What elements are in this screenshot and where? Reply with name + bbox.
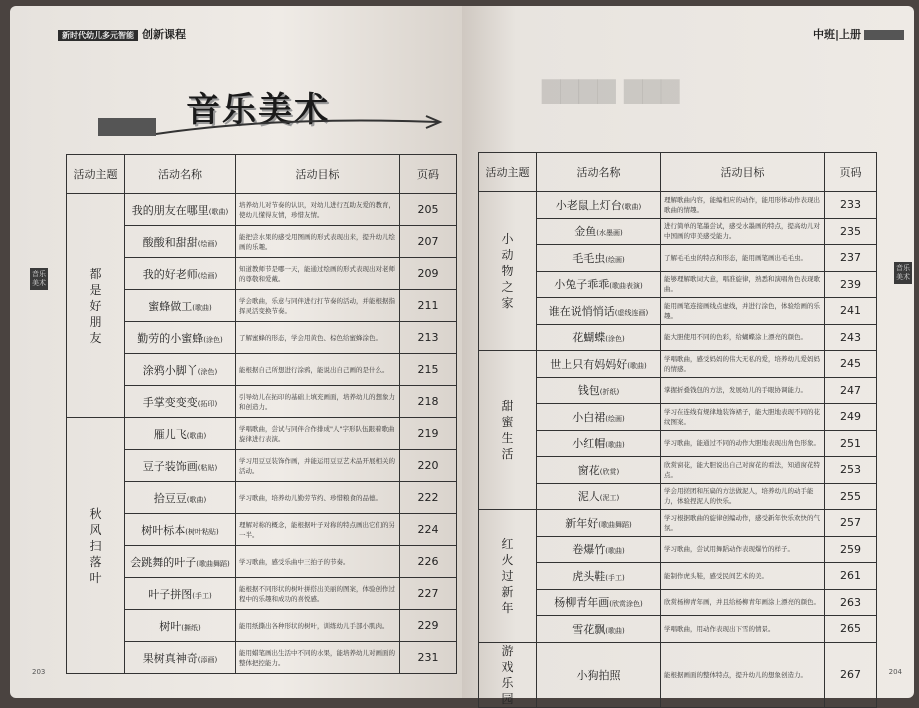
activity-goal-cell: 能根据不同形状的树叶拼搭出美丽的图案，体验创作过程中的乐趣和成功的喜悦感。 [236, 578, 400, 610]
page-number-cell: 213 [400, 322, 457, 354]
table-row [479, 510, 877, 537]
series-badge: 新时代幼儿多元智能 [58, 30, 138, 41]
activity-name: 勤劳的小蜜蜂 [137, 331, 204, 345]
activity-goal-cell: 学唱歌曲，用动作表现出下雪的情景。 [661, 616, 825, 643]
activity-name: 花蝴蝶 [572, 331, 606, 345]
activity-goal-cell: 能用纸撕出各种形状的树叶，训练幼儿手部小肌肉。 [236, 610, 400, 642]
activity-name: 叶子拼图 [148, 587, 193, 601]
page-number-cell: 233 [825, 192, 877, 219]
activity-name: 小兔子乖乖 [554, 278, 610, 292]
page-number-cell: 226 [400, 546, 457, 578]
activity-type-tag: (虚线连画) [614, 308, 649, 317]
topic-cell: 红火过新年 [479, 510, 537, 643]
activity-name-cell [125, 450, 236, 482]
activity-goal-cell: 了解毛毛虫的特点和形态，能用画笔画出毛毛虫。 [661, 245, 825, 272]
table-row [67, 578, 457, 610]
activity-goal-cell: 学习根据歌曲的旋律创编动作，感受新年快乐欢快的气氛。 [661, 510, 825, 537]
activity-name: 蜜蜂做工 [148, 299, 193, 313]
activity-goal-cell: 欣赏窗花，能大胆说出自己对窗花的看法，知道窗花特点。 [661, 457, 825, 484]
activity-name: 拾豆豆 [153, 491, 187, 505]
table-row [479, 351, 877, 378]
activity-name-cell [537, 324, 661, 351]
activity-type-tag: (歌曲) [605, 441, 625, 450]
activity-goal-cell: 能用画笔连接画线点虚线，并进行涂色，体验绘画的乐趣。 [661, 298, 825, 325]
activity-type-tag: (涂色) [605, 335, 625, 344]
page-number-cell: 237 [825, 245, 877, 272]
activity-name: 虎头鞋 [572, 569, 606, 583]
activity-name: 钱包 [577, 384, 600, 398]
activity-goal-cell: 学唱歌曲，感受妈妈的伟大无私的爱，培养幼儿爱妈妈的情感。 [661, 351, 825, 378]
activity-name-cell [537, 377, 661, 404]
activity-name-cell [125, 290, 236, 322]
activity-name: 酸酸和甜甜 [142, 235, 198, 249]
activity-name-cell [537, 642, 661, 707]
activity-goal-cell: 能用蜡笔画出生活中不同的水果，能培养幼儿对画面的整体把控能力。 [236, 642, 400, 674]
table-row [479, 589, 877, 616]
activity-name: 我的好老师 [142, 267, 198, 281]
activity-type-tag: (欣赏涂色) [609, 600, 643, 609]
grade-label: 中班 [812, 28, 835, 41]
table-row [479, 245, 877, 272]
left-page-number: 203 [32, 668, 46, 676]
page-number-cell: 251 [825, 430, 877, 457]
activity-goal-cell: 学习用豆豆装饰作画，并能运用豆豆艺术品开展相关的活动。 [236, 450, 400, 482]
header-page: 页码 [825, 153, 877, 192]
topic-cell: 游戏乐园 [479, 642, 537, 707]
activity-name-cell [125, 258, 236, 290]
table-row [67, 418, 457, 450]
page-number-cell: 267 [825, 642, 877, 707]
page-number-cell: 211 [400, 290, 457, 322]
page-number-cell: 259 [825, 536, 877, 563]
activity-name-cell [537, 271, 661, 298]
page-number-cell: 222 [400, 482, 457, 514]
table-row [479, 324, 877, 351]
activity-name: 树叶 [159, 619, 182, 633]
activity-name: 会跳舞的叶子 [130, 555, 197, 569]
activity-type-tag: (拓印) [197, 399, 218, 408]
activity-name-cell [125, 546, 236, 578]
header-goal: 活动目标 [236, 155, 400, 194]
activity-goal-cell: 能大胆使用不同的色彩，给蝴蝶涂上漂亮的颜色。 [661, 324, 825, 351]
activity-name: 窗花 [577, 463, 600, 477]
right-page-number: 204 [888, 668, 902, 676]
activity-name-cell [537, 616, 661, 643]
header-name: 活动名称 [125, 155, 236, 194]
left-running-header [58, 26, 186, 42]
page-number-cell: 219 [400, 418, 457, 450]
table-row [479, 298, 877, 325]
activity-name-cell [125, 610, 236, 642]
activity-type-tag: (歌曲) [605, 547, 625, 556]
table-row [67, 546, 457, 578]
right-page [462, 6, 914, 706]
activity-name: 手掌变变变 [142, 395, 198, 409]
activity-name-cell [125, 514, 236, 546]
table-row [479, 218, 877, 245]
page-number-cell: 215 [400, 354, 457, 386]
table-row [479, 483, 877, 510]
activity-name: 杨柳青年画 [554, 596, 610, 610]
activity-type-tag: (歌曲) [186, 431, 207, 440]
activity-goal-cell: 学习歌曲，感受乐曲中三拍子的节奏。 [236, 546, 400, 578]
activity-type-tag: (欣赏) [599, 467, 620, 476]
activity-name: 雁儿飞 [153, 427, 187, 441]
header-page: 页码 [400, 155, 457, 194]
table-row [67, 514, 457, 546]
table-row [479, 430, 877, 457]
activity-goal-cell: 知道教师节是哪一天，能通过绘画的形式表现出对老师的尊敬和爱戴。 [236, 258, 400, 290]
header-goal: 活动目标 [661, 153, 825, 192]
activity-goal-cell: 理解歌曲内容，能编相应的动作，能用形体动作表现出歌曲的情趣。 [661, 192, 825, 219]
activity-name: 金鱼 [574, 225, 597, 239]
page-number-cell: 239 [825, 271, 877, 298]
activity-name: 雪花飘 [572, 622, 606, 636]
activity-name-cell [537, 483, 661, 510]
activity-type-tag: (歌曲舞蹈) [196, 559, 230, 568]
activity-type-tag: (折纸) [599, 388, 620, 397]
activity-type-tag: (歌曲表演) [609, 282, 643, 291]
activity-type-tag: (歌曲舞蹈) [598, 520, 632, 529]
activity-name: 果树真神奇 [142, 651, 198, 665]
activity-name: 我的朋友在哪里 [131, 203, 209, 217]
table-row [67, 290, 457, 322]
activity-goal-cell: 能根据画面的整体特点，提升幼儿的想象创造力。 [661, 642, 825, 707]
table-row [67, 482, 457, 514]
activity-type-tag: (撕纸) [181, 623, 201, 632]
activity-goal-cell: 学习在连线有规律地装饰裙子，能大胆地表现不同的花纹图案。 [661, 404, 825, 431]
page-number-cell: 247 [825, 377, 877, 404]
table-row [479, 271, 877, 298]
right-table-body [479, 192, 877, 708]
page-number-cell: 257 [825, 510, 877, 537]
table-row [479, 563, 877, 590]
topic-cell: 小动物之家 [479, 192, 537, 351]
activity-type-tag: (绘画) [605, 255, 625, 264]
activity-type-tag: (歌曲) [208, 207, 229, 216]
activity-type-tag: (歌曲) [605, 626, 625, 635]
page-number-cell: 263 [825, 589, 877, 616]
table-row [479, 192, 877, 219]
activity-name-cell [537, 563, 661, 590]
topic-cell: 甜蜜生活 [479, 351, 537, 510]
activity-type-tag: (绘画) [197, 239, 218, 248]
activity-name: 小老鼠上灯台 [555, 198, 622, 212]
page-number-cell: 207 [400, 226, 457, 258]
activity-name-cell [125, 354, 236, 386]
activity-name-cell [537, 192, 661, 219]
topic-cell: 秋风扫落叶 [67, 418, 125, 674]
activity-name-cell [537, 298, 661, 325]
activity-name-cell [537, 457, 661, 484]
page-number-cell: 265 [825, 616, 877, 643]
page-number-cell: 243 [825, 324, 877, 351]
activity-type-tag: (歌曲) [192, 303, 212, 312]
right-running-header: 中班|上册 [813, 26, 904, 42]
activity-name: 新年好 [565, 516, 599, 530]
activity-goal-cell: 掌握折叠钱包的方法，发展幼儿的手眼协调能力。 [661, 377, 825, 404]
activity-type-tag: (手工) [605, 573, 625, 582]
left-side-tab: 音乐美术 [30, 268, 48, 290]
page-number-cell: 224 [400, 514, 457, 546]
activity-name-cell [537, 510, 661, 537]
page-number-cell: 253 [825, 457, 877, 484]
page-number-cell: 218 [400, 386, 457, 418]
activity-goal-cell: 引导幼儿在拓印的基础上填充画面，培养幼儿的想象力和创造力。 [236, 386, 400, 418]
right-side-tab: 音乐美术 [894, 262, 912, 284]
activity-type-tag: (水墨画) [596, 229, 623, 238]
activity-goal-cell: 能根据自己所想进行涂鸦，能说出自己画的是什么。 [236, 354, 400, 386]
activity-type-tag: (歌曲) [621, 202, 642, 211]
activity-goal-cell: 能制作虎头鞋，感受民间艺术的美。 [661, 563, 825, 590]
activity-goal-cell: 学习歌曲，能通过不同的动作大胆地表现出角色形象。 [661, 430, 825, 457]
activity-type-tag: (歌曲) [186, 495, 207, 504]
activity-name-cell [125, 386, 236, 418]
activity-name-cell [125, 482, 236, 514]
activity-name: 毛毛虫 [572, 251, 606, 265]
activity-goal-cell: 进行简单的笔墨尝试，感受水墨画的特点，提高幼儿对中国画的审美感受能力。 [661, 218, 825, 245]
activity-name: 小红帽 [572, 437, 606, 451]
activity-name-cell [125, 642, 236, 674]
page-number-cell: 241 [825, 298, 877, 325]
activity-goal-cell: 了解蜜蜂的形态，学会用黄色、棕色给蜜蜂涂色。 [236, 322, 400, 354]
activity-name-cell [125, 226, 236, 258]
table-row [67, 194, 457, 226]
page-number-cell: 231 [400, 642, 457, 674]
bleed-through-text: ▇▇▇▇ ▇▇▇ [542, 76, 680, 104]
table-row [67, 642, 457, 674]
series-title: 创新课程 [142, 28, 186, 41]
table-row [479, 536, 877, 563]
page-number-cell: 245 [825, 351, 877, 378]
header-topic: 活动主题 [479, 153, 537, 192]
page-number-cell: 235 [825, 218, 877, 245]
activity-name-cell [125, 194, 236, 226]
activity-type-tag: (泥工) [599, 494, 620, 503]
activity-type-tag: (涂色) [197, 367, 218, 376]
page-number-cell: 220 [400, 450, 457, 482]
activity-goal-cell: 学习歌曲，尝试用舞蹈动作表现爆竹的样子。 [661, 536, 825, 563]
activity-type-tag: (添画) [197, 655, 218, 664]
page-number-cell: 229 [400, 610, 457, 642]
activity-goal-cell: 学习歌曲，培养幼儿勤劳节约、珍惜粮食的品德。 [236, 482, 400, 514]
page-number-cell: 255 [825, 483, 877, 510]
activity-goal-cell: 理解对称的概念，能根据叶子对称的特点画出它们的另一半。 [236, 514, 400, 546]
activity-name: 谁在说悄悄话 [548, 304, 615, 318]
table-row [67, 354, 457, 386]
activity-name-cell [537, 351, 661, 378]
topic-cell: 都是好朋友 [67, 194, 125, 418]
activity-type-tag: (绘画) [605, 414, 625, 423]
activity-name-cell [537, 245, 661, 272]
table-row [479, 404, 877, 431]
page-number-cell: 205 [400, 194, 457, 226]
table-row [479, 616, 877, 643]
table-row [67, 226, 457, 258]
activity-name-cell [537, 536, 661, 563]
activity-type-tag: (涂色) [203, 335, 223, 344]
activity-name-cell [125, 418, 236, 450]
table-row [67, 322, 457, 354]
activity-type-tag: (歌曲) [627, 361, 647, 370]
table-header-row [479, 153, 877, 192]
header-bar [864, 30, 904, 40]
left-table-body [67, 194, 457, 674]
activity-name: 涂鸦小脚丫 [142, 363, 198, 377]
activity-name-cell [537, 430, 661, 457]
header-name: 活动名称 [537, 153, 661, 192]
activity-goal-cell: 能够理解歌词大意，唱准旋律，熟悉和演唱角色表现歌曲。 [661, 271, 825, 298]
activity-goal-cell: 能把尝水果的感受用图画的形式表现出来，提升幼儿绘画的乐趣。 [236, 226, 400, 258]
table-row [479, 457, 877, 484]
activity-type-tag: (树叶粘贴) [185, 527, 219, 536]
activity-name-cell [125, 322, 236, 354]
right-contents-table [478, 152, 877, 708]
activity-name-cell [537, 589, 661, 616]
activity-type-tag: (粘贴) [197, 463, 218, 472]
activity-type-tag: (绘画) [197, 271, 218, 280]
activity-name: 树叶标本 [141, 523, 186, 537]
activity-goal-cell: 培养幼儿对节奏的认识，对幼儿进行互助友爱的教育，使幼儿懂得友情，珍惜友情。 [236, 194, 400, 226]
activity-name: 小狗拍照 [576, 668, 621, 682]
activity-name: 小白裙 [572, 410, 606, 424]
page-number-cell: 249 [825, 404, 877, 431]
activity-goal-cell: 欣赏杨柳青年画，并且给杨柳青年画涂上漂亮的颜色。 [661, 589, 825, 616]
title-swoosh-arrow [98, 112, 443, 142]
table-row [67, 610, 457, 642]
activity-name: 卷爆竹 [572, 543, 606, 557]
table-header-row [67, 155, 457, 194]
activity-name-cell [125, 578, 236, 610]
activity-name-cell [537, 218, 661, 245]
page-number-cell: 261 [825, 563, 877, 590]
left-contents-table [66, 154, 457, 674]
activity-goal-cell: 学唱歌曲，尝试与同伴合作排成"人"字形队伍跟着歌曲旋律进行表演。 [236, 418, 400, 450]
page-number-cell: 227 [400, 578, 457, 610]
term-label: 上册 [839, 28, 861, 41]
table-row [67, 386, 457, 418]
table-row [67, 450, 457, 482]
left-page [10, 6, 462, 698]
activity-name-cell [537, 404, 661, 431]
activity-goal-cell: 学会用搓团和压扁的方法做泥人，培养幼儿的动手能力，体验捏泥人的快乐。 [661, 483, 825, 510]
header-topic: 活动主题 [67, 155, 125, 194]
activity-name: 豆子装饰画 [142, 459, 198, 473]
section-title: 音乐美术 [186, 90, 330, 130]
activity-name: 世上只有妈妈好 [550, 357, 628, 371]
table-row [479, 642, 877, 707]
activity-name: 泥人 [577, 490, 600, 504]
table-row [67, 258, 457, 290]
activity-type-tag: (手工) [192, 591, 212, 600]
activity-goal-cell: 学会歌曲，乐意与同伴进行打节奏的活动，并能根据指挥灵活变换节奏。 [236, 290, 400, 322]
page-number-cell: 209 [400, 258, 457, 290]
table-row [479, 377, 877, 404]
